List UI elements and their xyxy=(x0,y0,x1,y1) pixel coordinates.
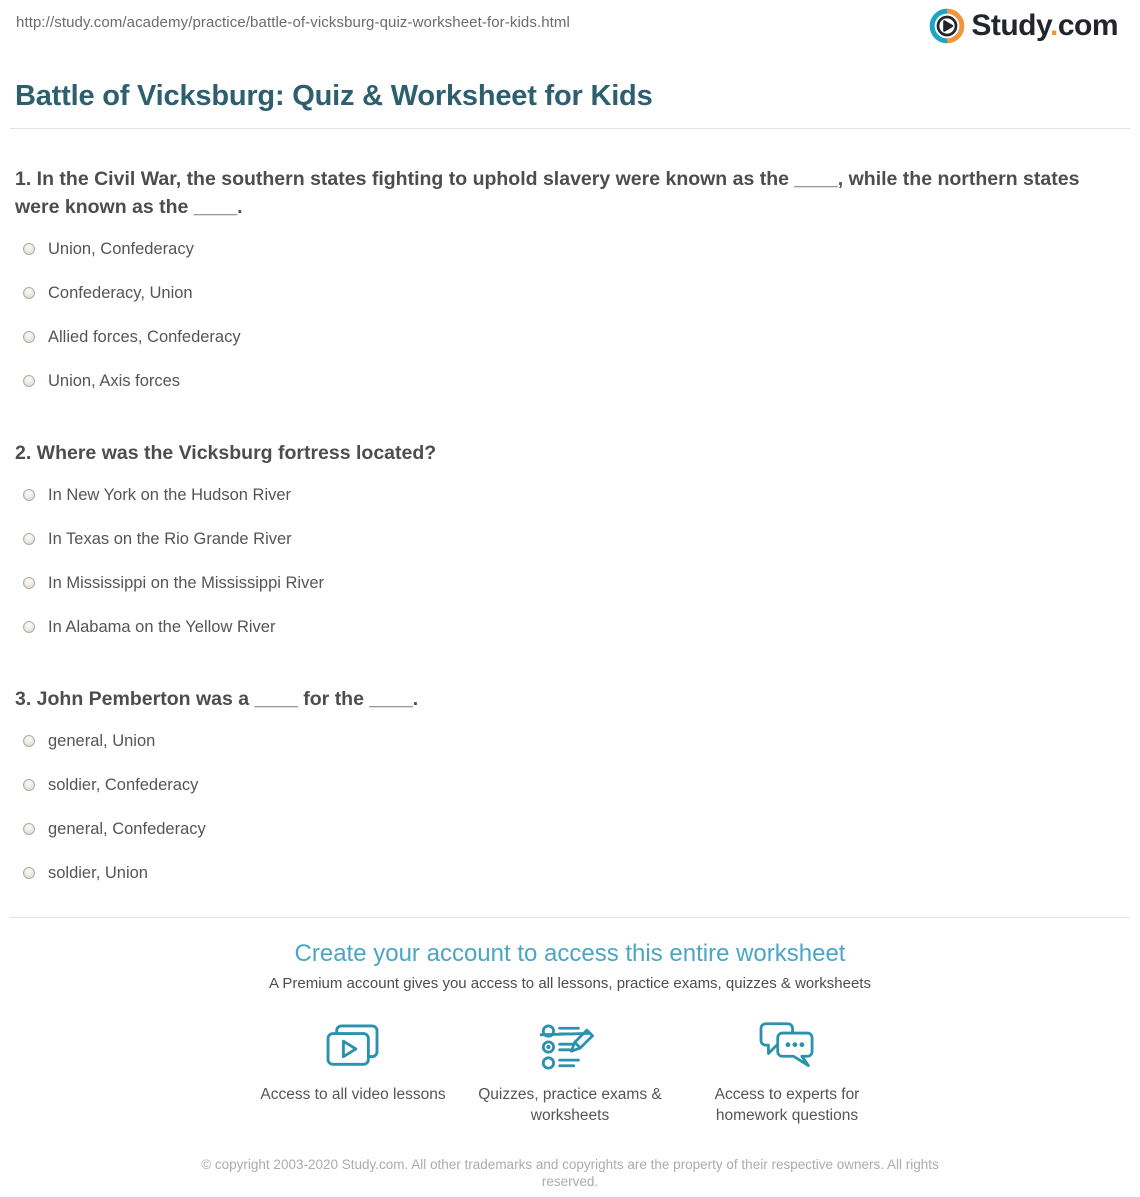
feature-label: Access to all video lessons xyxy=(260,1086,446,1103)
radio-button[interactable] xyxy=(23,735,35,747)
answer-options xyxy=(15,473,1125,649)
question-block-2 xyxy=(15,439,1125,649)
feature-label: Access to experts for homework questions xyxy=(714,1086,860,1124)
radio-button[interactable] xyxy=(23,489,35,501)
answer-option-label: In Alabama on the Yellow River xyxy=(48,617,276,636)
answer-option-label: In Mississippi on the Mississippi River xyxy=(48,573,324,592)
page-title: Battle of Vicksburg: Quiz & Worksheet for Kids xyxy=(15,80,653,112)
answer-option-label: Allied forces, Confederacy xyxy=(48,327,241,346)
cta-title: Create your account to access this entire worksheet xyxy=(294,940,846,967)
copyright-text: © copyright 2003-2020 Study.com. All other trademarks and copyrights are the property of their respective owners. All rights reserved. xyxy=(201,1157,939,1189)
studycom-logo[interactable] xyxy=(929,8,1118,44)
logo-wordmark: Study.com xyxy=(971,9,1118,42)
answer-options xyxy=(15,227,1125,403)
answer-option-label: In New York on the Hudson River xyxy=(48,485,292,504)
page-url: http://study.com/academy/practice/battle-of-vicksburg-quiz-worksheet-for-kids.html xyxy=(16,14,570,31)
feature-expert-chat xyxy=(679,1022,896,1126)
answer-option[interactable] xyxy=(15,807,1125,851)
question-text: 1. In the Civil War, the southern states fighting to uphold slavery were known as the ____, while the northern states were known as the ____. xyxy=(15,168,1080,218)
radio-button[interactable] xyxy=(23,533,35,545)
radio-button[interactable] xyxy=(23,621,35,633)
answer-option-label: Confederacy, Union xyxy=(48,283,193,302)
answer-option[interactable] xyxy=(15,719,1125,763)
answer-option-label: general, Union xyxy=(48,731,156,750)
answer-option[interactable] xyxy=(15,473,1125,517)
answer-option-label: In Texas on the Rio Grande River xyxy=(48,529,292,548)
radio-button[interactable] xyxy=(23,287,35,299)
answer-option[interactable] xyxy=(15,561,1125,605)
answer-option[interactable] xyxy=(15,851,1125,895)
question-text: 3. John Pemberton was a ____ for the ____. xyxy=(15,688,419,710)
feature-video-lessons xyxy=(245,1022,462,1126)
cta-section xyxy=(0,918,1140,1126)
chat-experts-icon xyxy=(679,1022,896,1072)
feature-label: Quizzes, practice exams & worksheets xyxy=(478,1086,662,1124)
radio-button[interactable] xyxy=(23,823,35,835)
answer-option-label: Union, Confederacy xyxy=(48,239,194,258)
features-row xyxy=(0,1022,1140,1126)
radio-button[interactable] xyxy=(23,867,35,879)
answer-option-label: soldier, Union xyxy=(48,863,148,882)
answer-option-label: general, Confederacy xyxy=(48,819,206,838)
radio-button[interactable] xyxy=(23,331,35,343)
question-text: 2. Where was the Vicksburg fortress located? xyxy=(15,442,437,464)
radio-button[interactable] xyxy=(23,243,35,255)
quiz-section xyxy=(0,165,1140,895)
radio-button[interactable] xyxy=(23,779,35,791)
footer xyxy=(0,1156,1140,1191)
answer-option[interactable] xyxy=(15,315,1125,359)
question-block-1 xyxy=(15,165,1125,403)
answer-options xyxy=(15,719,1125,895)
studycom-play-icon xyxy=(929,8,965,44)
radio-button[interactable] xyxy=(23,375,35,387)
feature-quizzes-worksheets xyxy=(462,1022,679,1126)
cta-subtitle: A Premium account gives you access to all lessons, practice exams, quizzes & worksheets xyxy=(269,975,871,992)
answer-option[interactable] xyxy=(15,227,1125,271)
answer-option-label: soldier, Confederacy xyxy=(48,775,199,794)
answer-option[interactable] xyxy=(15,763,1125,807)
header xyxy=(0,0,1140,52)
answer-option[interactable] xyxy=(15,271,1125,315)
answer-option[interactable] xyxy=(15,605,1125,649)
answer-option[interactable] xyxy=(15,359,1125,403)
video-lessons-icon xyxy=(245,1022,462,1072)
quizzes-worksheets-icon xyxy=(462,1022,679,1072)
answer-option-label: Union, Axis forces xyxy=(48,371,181,390)
question-block-3 xyxy=(15,685,1125,895)
divider xyxy=(10,128,1130,129)
radio-button[interactable] xyxy=(23,577,35,589)
answer-option[interactable] xyxy=(15,517,1125,561)
